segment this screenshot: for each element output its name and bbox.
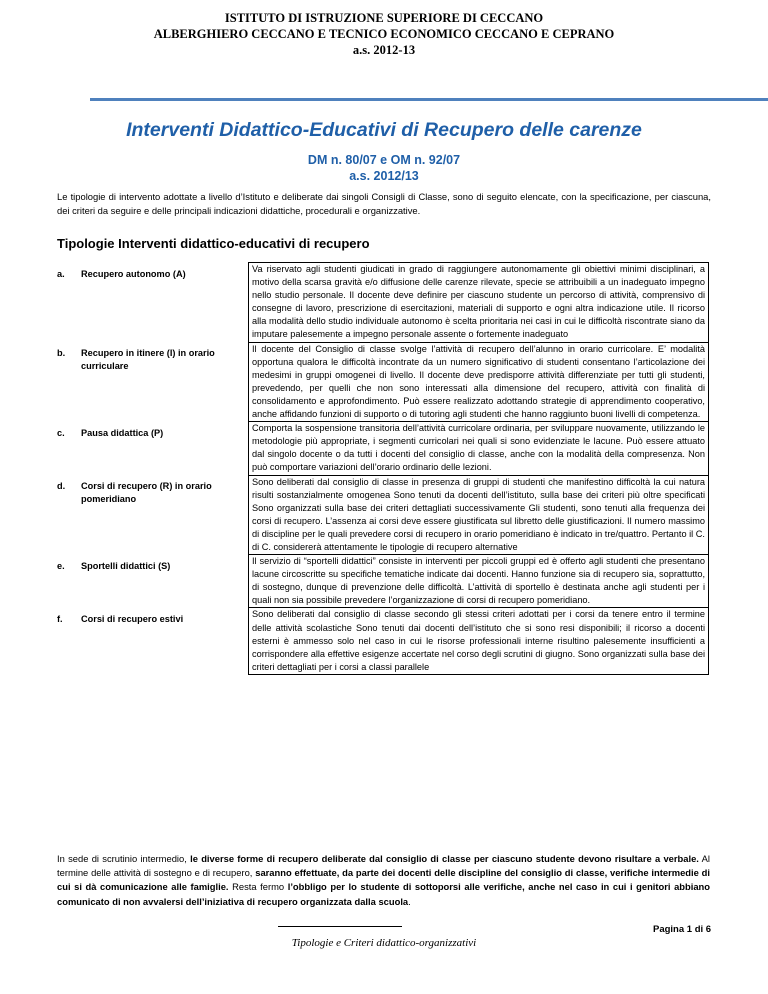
- closing-bold-2: saranno effettuate, da parte dei docenti delle discipline del consiglio di classe, verifiche intermedie di cui si dà comunicazione alle famiglie.: [57, 867, 710, 893]
- row-description: Comporta la sospensione transitoria dell’attività curricolare ordinaria, per sviluppare nuovamente, utilizzando le metodologie più appropriate, i segmenti curricolari nei quali si sono evidenziate le lacune. Può essere attuato dal singolo docente o da tutti i docenti del consiglio di classe, anche con la modalità della compresenza. Non può comportare variazioni dell’orario ordinario delle lezioni.: [249, 422, 709, 475]
- school-header: [0, 10, 768, 58]
- intervention-types-table: [57, 262, 709, 675]
- header-line-3: a.s. 2012-13: [352, 43, 416, 57]
- closing-text-3: Resta fermo: [232, 881, 285, 893]
- intro-paragraph: Le tipologie di intervento adottate a livello d’Istituto e deliberate dai singoli Consigli di Classe, sono di seguito elencate, con la specificazione, per ciascuna, dei criteri da seguire e delle principali indicazioni didattiche, procedurali e organizzative.: [57, 191, 711, 216]
- footer-divider: [278, 926, 402, 927]
- row-type-name: Pausa didattica (P): [81, 427, 164, 438]
- closing-text-2: Al termine delle attività di sostegno e di recupero,: [57, 853, 711, 879]
- row-letter: c.: [57, 427, 65, 438]
- closing-paragraph: [57, 852, 710, 909]
- subtitle-year: a.s. 2012/13: [349, 169, 419, 183]
- row-letter: d.: [57, 481, 66, 491]
- row-letter: b.: [57, 348, 66, 359]
- subtitle-decree: DM n. 80/07 e OM n. 92/07: [307, 153, 461, 167]
- row-letter: e.: [57, 560, 65, 571]
- row-description: Il docente del Consiglio di classe svolge l’attività di recupero dell’alunno in orario curricolare. E’ modalità opportuna qualora le difficoltà incontrate da un numero significativo di studenti consentano l’articolazione dei medesimi in gruppi omogenei di livello. Il docente deve predisporre attività differenziate per tutti gli studenti, prevedendo, per quelli che non sono interessati alla dimensione del recupero, attività con finalità di consolidamento e approfondimento. Può essere realizzato adottando strategie di apprendimento cooperativo, anche affidando funzioni di supporto o di tutoring agli studenti che hanno raggiunto buoni livelli di competenza.: [249, 342, 709, 422]
- row-letter: a.: [57, 268, 65, 279]
- row-type-name: Recupero in itinere (I) in orario curriculare: [81, 348, 215, 372]
- section-heading: Tipologie Interventi didattico-educativi di recupero: [57, 236, 370, 251]
- closing-text-1: In sede di scrutinio intermedio,: [57, 853, 187, 864]
- row-description: Sono deliberati dal consiglio di classe in presenza di gruppi di studenti che manifestino difficoltà la cui natura risulti sostanzialmente omogenea Sono tenuti da docenti dell’istituto, sulla base dei criteri più oltre specificati Sono organizzati sulla base dei criteri dettagliati successivamente Gli studenti, sono tenuti alla frequenza dei corsi di recupero. L’assenza ai corsi deve essere giustificata sul libretto delle giustificazioni. Il numero massimo di discipline per le quali prevedere corsi di recupero in orario pomeridiano è indicato in tre/quattro. Pertanto il C. di C. considererà attentamente le tipologie di recupero alternative: [249, 475, 709, 555]
- table-row: [57, 263, 709, 343]
- table-row: [57, 422, 709, 475]
- table-row: [57, 475, 709, 555]
- closing-bold-1: le diverse forme di recupero deliberate dal consiglio di classe per ciascuno studente devono risultare a verbale.: [190, 853, 699, 864]
- row-description: Il servizio di “sportelli didattici” consiste in interventi per piccoli gruppi ed è offerto agli studenti che presentano lacune circoscritte su specifiche tematiche indicate dai docenti. Hanno funzione sia di recupero sia, soprattutto, di sostegno, dunque di prevenzione delle difficoltà. L’attività di sportello è destinata anche agli studenti per i quali non sia possibile prevedere l’organizzazione di corsi di recupero pomeridiano.: [249, 555, 709, 608]
- header-line-2: ALBERGHIERO CECCANO E TECNICO ECONOMICO CECCANO E CEPRANO: [153, 27, 615, 41]
- row-type-name: Sportelli didattici (S): [81, 560, 171, 571]
- header-line-1: ISTITUTO DI ISTRUZIONE SUPERIORE DI CECCANO: [224, 11, 544, 25]
- table-row: [57, 555, 709, 608]
- document-title: Interventi Didattico-Educativi di Recupero delle carenze: [126, 119, 642, 141]
- footer-text: Tipologie e Criteri didattico-organizzativi: [291, 937, 477, 949]
- closing-bold-3: l’obbligo per lo studente di sottoporsi alle verifiche, anche nel caso in cui i genitori abbiano comunicato di non avvalersi dell’iniziativa di recupero organizzata dalla scuola: [57, 881, 711, 907]
- row-description: Sono deliberati dal consiglio di classe secondo gli stessi criteri adottati per i corsi da tenere entro il termine delle attività scolastiche Sono tenuti dai docenti dell’istituto che si sono resi disponibili; il ricorso a docenti esterni è ammesso solo nel caso in cui le risorse professionali interne risultino palesemente insufficienti a corrispondere alla effettive esigenze accertate nel corso degli scrutini di giugno. Sono organizzati sulla base dei criteri dettagliati per i corsi a classi parallele: [249, 608, 709, 674]
- row-description: Va riservato agli studenti giudicati in grado di raggiungere autonomamente gli obiettivi minimi disciplinari, a motivo della scarsa gravità e/o diffusione delle carenze rilevate, specie se attribuibili a un inadeguato impegno nello studio personale. Il docente deve definire per ciascuno studente un percorso di attività, comprensivo di consegne di lavoro, prescrizione di esercitazioni, materiali di supporto e ogni altra indicazione utile. Il ricorso alla modalità dello studio individuale autonomo è scelta prioritaria nei casi in cui le difficoltà riscontrate siano da imputare palesemente a impegno personale assente o fortemente inadeguato: [249, 263, 709, 343]
- page-number: Pagina 1 di 6: [653, 924, 712, 935]
- row-type-name: Corsi di recupero estivi: [81, 613, 184, 624]
- row-letter: f.: [57, 613, 63, 624]
- closing-text-4: .: [408, 895, 411, 907]
- document-subtitle: [0, 152, 768, 184]
- table-row: [57, 608, 709, 674]
- header-divider: [90, 98, 768, 101]
- row-type-name: Recupero autonomo (A): [81, 268, 186, 279]
- row-type-name: Corsi di recupero (R) in orario pomeridiano: [81, 481, 212, 505]
- table-row: [57, 342, 709, 422]
